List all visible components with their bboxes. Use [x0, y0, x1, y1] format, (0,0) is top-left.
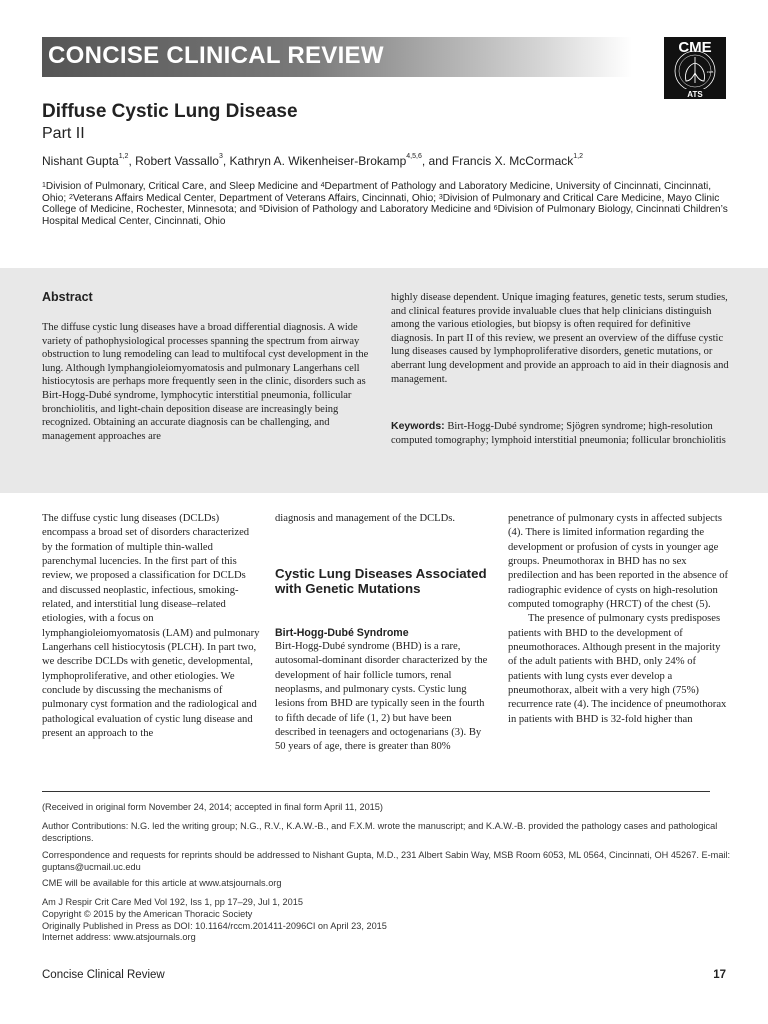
citation-line: Internet address: www.atsjournals.org [42, 932, 196, 943]
abstract-heading: Abstract [42, 290, 93, 304]
logo-bottom-text: ATS [687, 90, 703, 99]
citation-line: Copyright © 2015 by the American Thoracic Society [42, 908, 253, 919]
affil-text: Division of Pulmonary Biology, Cincinnati Children’s Hospital Medical Center, Cincinnati, Ohio [42, 204, 728, 227]
keywords [391, 420, 731, 447]
body-paragraph: The presence of pulmonary cysts predisposes patients with BHD to the development of pneumothoraces. Although present in the majority of the adult patients with BHD, only 24% of patients with lung cysts ever develop a pneumothorax, albeit with a very high (75%) recurrence rate (4). The incidence of pneumothorax in patients with BHD is 32-fold higher than [508, 613, 727, 725]
affiliations [42, 181, 732, 227]
author-affil-sup: 4,5,6 [406, 153, 422, 160]
logo-year-text: 1905 [706, 70, 714, 74]
cme-note: CME will be available for this article at www.atsjournals.org [42, 878, 282, 888]
affil-text: Division of Pulmonary and Critical Care Medicine, Mayo Clinic College of Medicine, Rochester, Minnesota; and [42, 192, 720, 215]
section-banner [42, 37, 632, 77]
section-heading: Cystic Lung Diseases Associated with Genetic Mutations [275, 566, 487, 596]
author-separator: , [222, 154, 230, 168]
abstract-text-right: highly disease dependent. Unique imaging features, genetic tests, serum studies, and clinical features provide invaluable clues that help clinicians distinguish among the various etiologies, but biopsy is often required for definitive diagnosis. In part II of this review, we present an overview of the diffuse cystic lung diseases caused by lymphoproliferative disorders, genetic mutations, or aberrant lung development and provide an approach to aid in their diagnosis and management. [391, 292, 729, 385]
affil-text: Veterans Affairs Medical Center, Department of Veterans Affairs, Cincinnati, Ohio; [72, 192, 439, 204]
author-list [42, 154, 583, 168]
citation-info [42, 897, 732, 944]
page-number: 17 [713, 969, 726, 981]
correspondence: Correspondence and requests for reprints should be addressed to Nishant Gupta, M.D., 231 Albert Sabin Way, MSB Room 6053, ML 0564, Cincinnati, OH 45267. E-mail: guptans@ucmail.uc.edu [42, 850, 731, 872]
keywords-label: Keywords: [391, 420, 445, 432]
section-banner-text: CONCISE CLINICAL REVIEW [48, 42, 384, 69]
logo-top-text: CME [678, 39, 712, 56]
affil-sup: 6 [493, 205, 498, 212]
author-affil-sup: 1,2 [573, 153, 583, 160]
cme-ats-logo [664, 37, 726, 99]
author-name: Nishant Gupta [42, 154, 119, 168]
citation-line: Am J Respir Crit Care Med Vol 192, Iss 1, pp 17–29, Jul 1, 2015 [42, 897, 303, 907]
affil-text: Division of Pulmonary, Critical Care, and Sleep Medicine and [45, 181, 321, 192]
affil-sup: 2 [68, 193, 73, 201]
body-column-3 [508, 512, 730, 727]
citation-line: Originally Published in Press as DOI: 10.1164/rccm.201411-2096CI on April 23, 2015 [42, 920, 387, 931]
affil-sup: 4 [320, 182, 325, 189]
author-name: Kathryn A. Wikenheiser-Brokamp [229, 154, 407, 168]
author-affil-sup: 1,2 [118, 153, 129, 160]
affil-sup: 5 [259, 205, 264, 212]
author-separator: , and [421, 154, 452, 168]
footer-section-name: Concise Clinical Review [42, 969, 165, 981]
affil-text: Division of Pathology and Laboratory Medicine and [263, 204, 494, 215]
author-affil-sup: 3 [218, 153, 223, 160]
subsection-heading: Birt-Hogg-Dubé Syndrome [275, 627, 409, 639]
body-column-1: The diffuse cystic lung diseases (DCLDs) encompass a broad set of disorders characterized by the formation of multiple thin-walled parenchymal lucencies. In the first part of this review, we proposed a classification for DCLDs and discussed neoplastic, infectious, smoking-related, and interstitial lung disease–related etiologies, with a focus on lymphangioleiomyomatosis (LAM) and pulmonary Langerhans cell histiocytosis (PLCH). In part two, we describe DCLDs with genetic, developmental, lymphoproliferative, and other etiologies. We conclude by discussing the mechanisms of pulmonary cyst formation and the radiological and pathological evaluation of cystic lung disease and present an approach to the [42, 513, 260, 740]
body-column-2-bottom: Birt-Hogg-Dubé syndrome (BHD) is a rare, autosomal-dominant disorder characterized by the development of hair follicle tumors, renal neoplasms, and pulmonary cysts. Cystic lung lesions from BHD are typically seen in the fourth to fifth decade of life (1, 2) but have been described in teenagers and octogenarians (3). By 50 years of age, there is greater than 80% [275, 641, 488, 753]
affil-sup: 3 [438, 193, 443, 201]
author-separator: , [128, 154, 136, 168]
footnote-divider [42, 791, 710, 792]
body-column-2-top: diagnosis and management of the DCLDs. [275, 513, 456, 524]
keywords-text: Birt-Hogg-Dubé syndrome; Sjögren syndrome; high-resolution computed tomography; lymphoid interstitial pneumonia; follicular bronchiolitis [391, 421, 726, 446]
body-paragraph: penetrance of pulmonary cysts in affected subjects (4). There is limited information regarding the development or profusion of cysts in younger age groups. Pneumothorax in BHD has no sex predilection and has been reported in the absence of radiographic evidence of cysts on high-resolution computed tomography (HRCT) of the chest (5). [508, 513, 729, 611]
author-name: Robert Vassallo [135, 154, 219, 168]
received-dates: (Received in original form November 24, 2014; accepted in final form April 11, 2015) [42, 802, 383, 812]
author-name: Francis X. McCormack [451, 154, 574, 168]
affil-sup: 1 [42, 182, 46, 189]
affil-text: Department of Pathology and Laboratory Medicine, University of Cincinnati, Cincinnati, Ohio; [42, 181, 712, 204]
author-contributions: Author Contributions: N.G. led the writing group; N.G., R.V., K.A.W.-B., and F.X.M. wrote the manuscript; and K.A.W.-B. provided the pathology cases and pathological descriptions. [42, 821, 718, 843]
article-subtitle: Part II [42, 125, 85, 142]
abstract-text-left: The diffuse cystic lung diseases have a broad differential diagnosis. A wide variety of pathophysiological processes spanning the spectrum from airway obstruction to lung remodeling can lead to multifocal cyst development in the lung. Although lymphangioleiomyomatosis and pulmonary Langerhans cell histiocytosis are perhaps more frequently seen in the clinic, disorders such as Birt-Hogg-Dubé syndrome, lymphocytic interstitial pneumonia, follicular bronchiolitis, and light-chain deposition disease are increasingly being recognized. Obtaining an accurate diagnosis can be challenging, and management approaches are [42, 322, 369, 442]
article-title: Diffuse Cystic Lung Disease [42, 101, 298, 122]
